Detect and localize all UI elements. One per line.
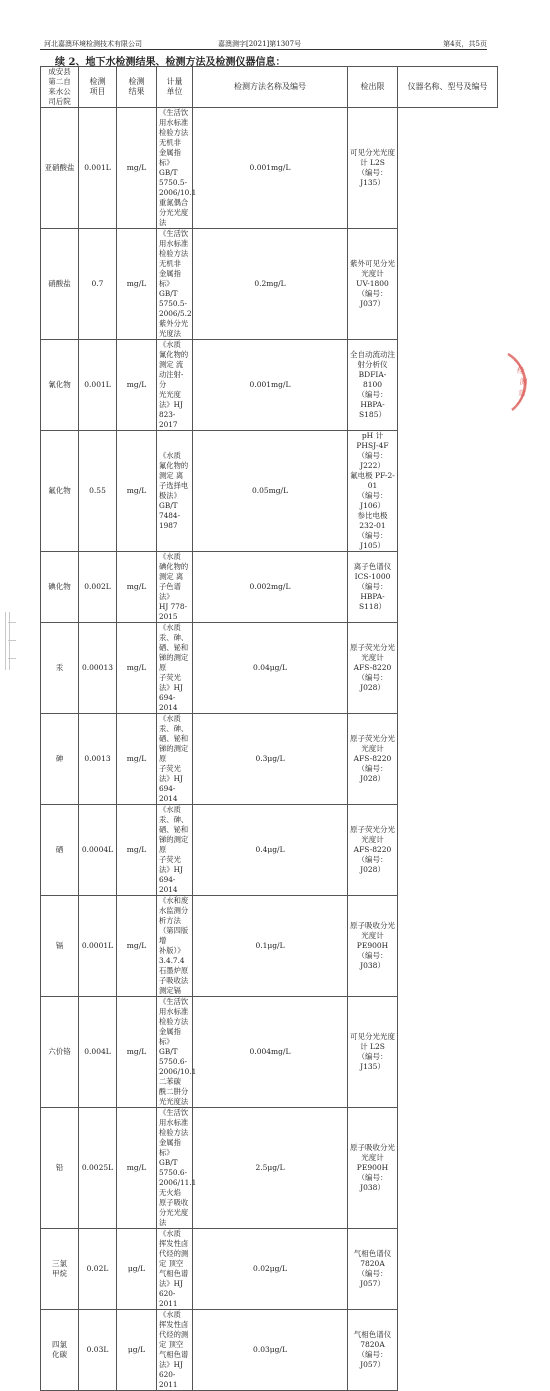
page-header: [40, 38, 487, 50]
text-line: 司后院: [48, 97, 71, 106]
report-number: 嘉澳测字[2021]第1307号: [218, 40, 302, 48]
method-cell: [157, 431, 193, 552]
text-line: 金属指标》GB/T 5750.5-2006/10.1: [159, 148, 197, 197]
text-line: 《水质 碘化物的测定 离子色谱法》: [159, 552, 189, 601]
text-line: 可见分光光度计 L2S: [350, 1032, 395, 1051]
instrument-cell: [348, 552, 398, 623]
text-line: 子荧光法》HJ 694-2014: [159, 764, 183, 803]
result-cell: 0.001L: [79, 108, 117, 229]
text-line: （编号：J105）: [357, 531, 388, 550]
col-header-instrument: 仪器名称、型号及编号: [398, 67, 498, 108]
method-cell: [157, 229, 193, 340]
detection-limit-cell: 0.002mg/L: [193, 552, 348, 623]
instrument-cell: [348, 623, 398, 714]
result-cell: 0.00013: [79, 623, 117, 714]
text-line: 参比电极 232-01: [357, 511, 388, 530]
item-cell: 氰化物: [41, 340, 79, 431]
result-cell: 0.0001L: [79, 896, 117, 997]
detection-limit-cell: 0.2mg/L: [193, 229, 348, 340]
text-line: 《生活饮用水标准检验方法 金属指: [159, 997, 189, 1036]
page-indicator: 第4页，共5页: [443, 40, 487, 48]
instrument-cell: [348, 714, 398, 805]
text-line: 《生活饮用水标准检验方法 无机非: [159, 229, 189, 268]
text-line: 原子荧光分光光度计: [350, 734, 395, 753]
text-line: 《生活饮用水标准检验方法 无机非: [159, 108, 189, 147]
item-cell: 碘化物: [41, 552, 79, 623]
text-line: （编号：J106）: [357, 491, 388, 510]
unit-cell: mg/L: [117, 805, 157, 896]
item-cell: 汞: [41, 623, 79, 714]
text-line: 子荧光法》HJ 694-2014: [159, 855, 183, 894]
text-line: 极法》GB/T 7484-1987: [159, 491, 181, 530]
text-line: 成安县: [48, 67, 71, 76]
text-line: 《水和废水监测分析方法（第四版增: [159, 896, 189, 945]
unit-cell: mg/L: [117, 108, 157, 229]
text-line: （编号：J028）: [357, 855, 388, 874]
result-cell: 0.03L: [79, 1310, 117, 1391]
detection-limit-cell: 0.001mg/L: [193, 108, 348, 229]
text-line: AFS-8220: [353, 663, 392, 672]
table-row: [41, 714, 498, 805]
text-line: 《水质 汞、砷、硒、铋和锑的测定 原: [159, 623, 189, 672]
result-cell: 0.55: [79, 431, 117, 552]
text-line: 酰二肼分光光度法: [159, 1087, 189, 1106]
text-line: BDFIA-8100: [358, 370, 387, 389]
svg-text:章: 章: [518, 389, 526, 398]
method-cell: [157, 623, 193, 714]
detection-limit-cell: 0.03μg/L: [193, 1310, 348, 1391]
text-line: 原子吸收分光光度计: [350, 921, 395, 940]
col-header-result: 检测 结果: [117, 67, 157, 108]
svg-text:测: 测: [518, 377, 528, 388]
detection-limit-cell: 0.02μg/L: [193, 1229, 348, 1310]
method-cell: [157, 805, 193, 896]
detection-limit-cell: 0.05mg/L: [193, 431, 348, 552]
section-title: 续 2、地下水检测结果、检测方法及检测仪器信息：: [55, 57, 286, 68]
unit-cell: mg/L: [117, 896, 157, 997]
text-line: （编号：J028）: [357, 673, 388, 692]
item-cell: 砷: [41, 714, 79, 805]
text-line: 气相色谱仪 7820A: [353, 1330, 392, 1349]
text-line: 原子吸收分光光度计: [350, 1143, 395, 1162]
instrument-cell: [348, 229, 398, 340]
method-cell: [157, 552, 193, 623]
text-line: 《水质 挥发性卤代烃的测定 顶空: [159, 1310, 189, 1349]
instrument-cell: [348, 1108, 398, 1229]
item-cell: 镉: [41, 896, 79, 997]
text-line: AFS-8220: [353, 754, 392, 763]
text-line: 原子荧光分光光度计: [350, 643, 395, 662]
table-row: [41, 552, 498, 623]
text-line: HJ 778-2015: [159, 602, 188, 621]
text-line: 标》GB/T 5750.6-2006/10.1 二苯碳: [159, 1037, 197, 1086]
method-cell: [157, 1108, 197, 1229]
text-line: （编号：J038）: [357, 1173, 388, 1192]
text-line: （编号：J222）: [357, 451, 388, 470]
company-name: 河北嘉澳环境检测技术有限公司: [44, 40, 142, 48]
text-line: 氟电极 PF-2-01: [350, 471, 395, 490]
detection-limit-cell: 0.004mg/L: [193, 997, 348, 1108]
table-row: [41, 431, 498, 552]
text-line: PE900H: [356, 1163, 389, 1172]
item-cell: 三氯 甲烷: [41, 1229, 79, 1310]
method-cell: [157, 340, 193, 431]
text-line: （编号：J028）: [357, 764, 388, 783]
table-row: [41, 1310, 498, 1391]
text-line: AFS-8220: [353, 845, 392, 854]
table-row: [41, 623, 498, 714]
col-header-method: 检测方法名称及编号: [193, 67, 348, 108]
col-header-item: 检测 项目: [79, 67, 117, 108]
text-line: 《水质 氰化物的测定 流动注射-分: [159, 340, 189, 389]
detection-limit-cell: 0.1μg/L: [193, 896, 348, 997]
sampling-location-cell: [41, 67, 79, 108]
text-line: 测定镉: [159, 986, 181, 995]
table-row: [41, 229, 498, 340]
text-line: UV-1800: [356, 279, 389, 288]
text-line: PE900H: [356, 941, 389, 950]
table-row: [41, 340, 498, 431]
instrument-cell: [348, 108, 398, 229]
text-line: 气相色谱法》HJ 620-2011: [159, 1269, 189, 1308]
text-line: 全自动流动注射分析仪: [350, 350, 395, 369]
text-line: 紫外分光光度法: [159, 319, 189, 338]
text-line: （编号：J135）: [357, 1052, 388, 1071]
text-line: 重氮偶合分光光度法: [159, 198, 189, 227]
binding-mark: [5, 612, 10, 670]
item-cell: 硝酸盐: [41, 229, 79, 340]
instrument-cell: [348, 1310, 398, 1391]
unit-cell: mg/L: [117, 714, 157, 805]
official-seal-fragment: [502, 352, 550, 412]
table-row: [41, 896, 498, 997]
text-line: 子荧光法》HJ 694-2014: [159, 673, 183, 712]
text-line: 《水质 汞、砷、硒、铋和锑的测定 原: [159, 714, 189, 763]
unit-cell: mg/L: [117, 623, 157, 714]
instrument-cell: [348, 896, 398, 997]
unit-cell: mg/L: [117, 997, 157, 1108]
detection-limit-cell: 0.4μg/L: [193, 805, 348, 896]
text-line: 标》GB/T 5750.6-2006/11.1 无火焰: [159, 1148, 197, 1197]
unit-cell: μg/L: [117, 1229, 157, 1310]
table-row: [41, 1229, 498, 1310]
text-line: （编号：HBPA-S118）: [357, 582, 388, 611]
col-header-unit: 计量 单位: [157, 67, 193, 108]
result-cell: 0.0025L: [79, 1108, 117, 1229]
detection-limit-cell: 2.5μg/L: [193, 1108, 348, 1229]
text-line: （编号：J037）: [357, 289, 388, 308]
detection-limit-cell: 0.3μg/L: [193, 714, 348, 805]
text-line: 第二自: [48, 77, 71, 86]
text-line: pH 计 PHSJ-4F: [356, 431, 389, 450]
result-cell: 0.02L: [79, 1229, 117, 1310]
unit-cell: mg/L: [117, 229, 157, 340]
result-cell: 0.0013: [79, 714, 117, 805]
detection-limit-cell: 0.04μg/L: [193, 623, 348, 714]
results-table: [40, 66, 498, 1391]
unit-cell: mg/L: [117, 552, 157, 623]
result-cell: 0.0004L: [79, 805, 117, 896]
table-row: [41, 805, 498, 896]
col-header-limit: 检出限: [348, 67, 398, 108]
detection-limit-cell: 0.001mg/L: [193, 340, 348, 431]
instrument-cell: [348, 997, 398, 1108]
unit-cell: mg/L: [117, 431, 157, 552]
text-line: 《水质 汞、砷、硒、铋和锑的测定 原: [159, 805, 189, 854]
text-line: 可见分光光度计 L2S: [350, 148, 395, 167]
method-cell: [157, 714, 193, 805]
unit-cell: mg/L: [117, 340, 157, 431]
method-cell: [157, 1229, 193, 1310]
text-line: 《水质 氟化物的测定 离子选择电: [159, 451, 189, 490]
text-line: 离子色谱仪 ICS-1000: [353, 562, 392, 581]
method-cell: [157, 108, 197, 229]
item-cell: 六价铬: [41, 997, 79, 1108]
text-line: 紫外可见分光光度计: [350, 259, 395, 278]
unit-cell: mg/L: [117, 1108, 157, 1229]
text-line: 原子荧光分光光度计: [350, 825, 395, 844]
table-row: [41, 108, 498, 229]
table-row: [41, 1108, 498, 1229]
text-line: （编号：J135）: [357, 168, 388, 187]
item-cell: 氟化物: [41, 431, 79, 552]
text-line: 《生活饮用水标准检验方法 金属指: [159, 1108, 189, 1147]
item-cell: 亚硝酸盐: [41, 108, 79, 229]
result-cell: 0.002L: [79, 552, 117, 623]
result-cell: 0.001L: [79, 340, 117, 431]
item-cell: 四氯 化碳: [41, 1310, 79, 1391]
text-line: （编号：HBPA-S185）: [357, 390, 388, 419]
text-line: 来水公: [48, 87, 71, 96]
text-line: 金属指标》GB/T 5750.5-2006/5.2: [159, 269, 192, 318]
method-cell: [157, 997, 197, 1108]
text-line: 气相色谱法》HJ 620-2011: [159, 1350, 189, 1389]
table-header-row: [41, 67, 498, 108]
text-line: 原子吸收分光光度法: [159, 1198, 189, 1227]
text-line: （编号：J038）: [357, 951, 388, 970]
text-line: 补版）》3.4.7.4 石墨炉原子吸收法: [159, 946, 189, 985]
method-cell: [157, 896, 193, 997]
svg-text:检: 检: [515, 365, 526, 377]
instrument-cell: [348, 1229, 398, 1310]
unit-cell: μg/L: [117, 1310, 157, 1391]
text-line: 光光度法》HJ 823-2017: [159, 390, 183, 429]
result-cell: 0.7: [79, 229, 117, 340]
instrument-cell: [348, 805, 398, 896]
text-line: （编号：J057）: [357, 1269, 388, 1288]
table-row: [41, 997, 498, 1108]
text-line: （编号：J057）: [357, 1350, 388, 1369]
item-cell: 硒: [41, 805, 79, 896]
instrument-cell: [348, 431, 398, 552]
text-line: 《水质 挥发性卤代烃的测定 顶空: [159, 1229, 189, 1268]
text-line: 气相色谱仪 7820A: [353, 1249, 392, 1268]
item-cell: 铅: [41, 1108, 79, 1229]
instrument-cell: [348, 340, 398, 431]
result-cell: 0.004L: [79, 997, 117, 1108]
method-cell: [157, 1310, 193, 1391]
